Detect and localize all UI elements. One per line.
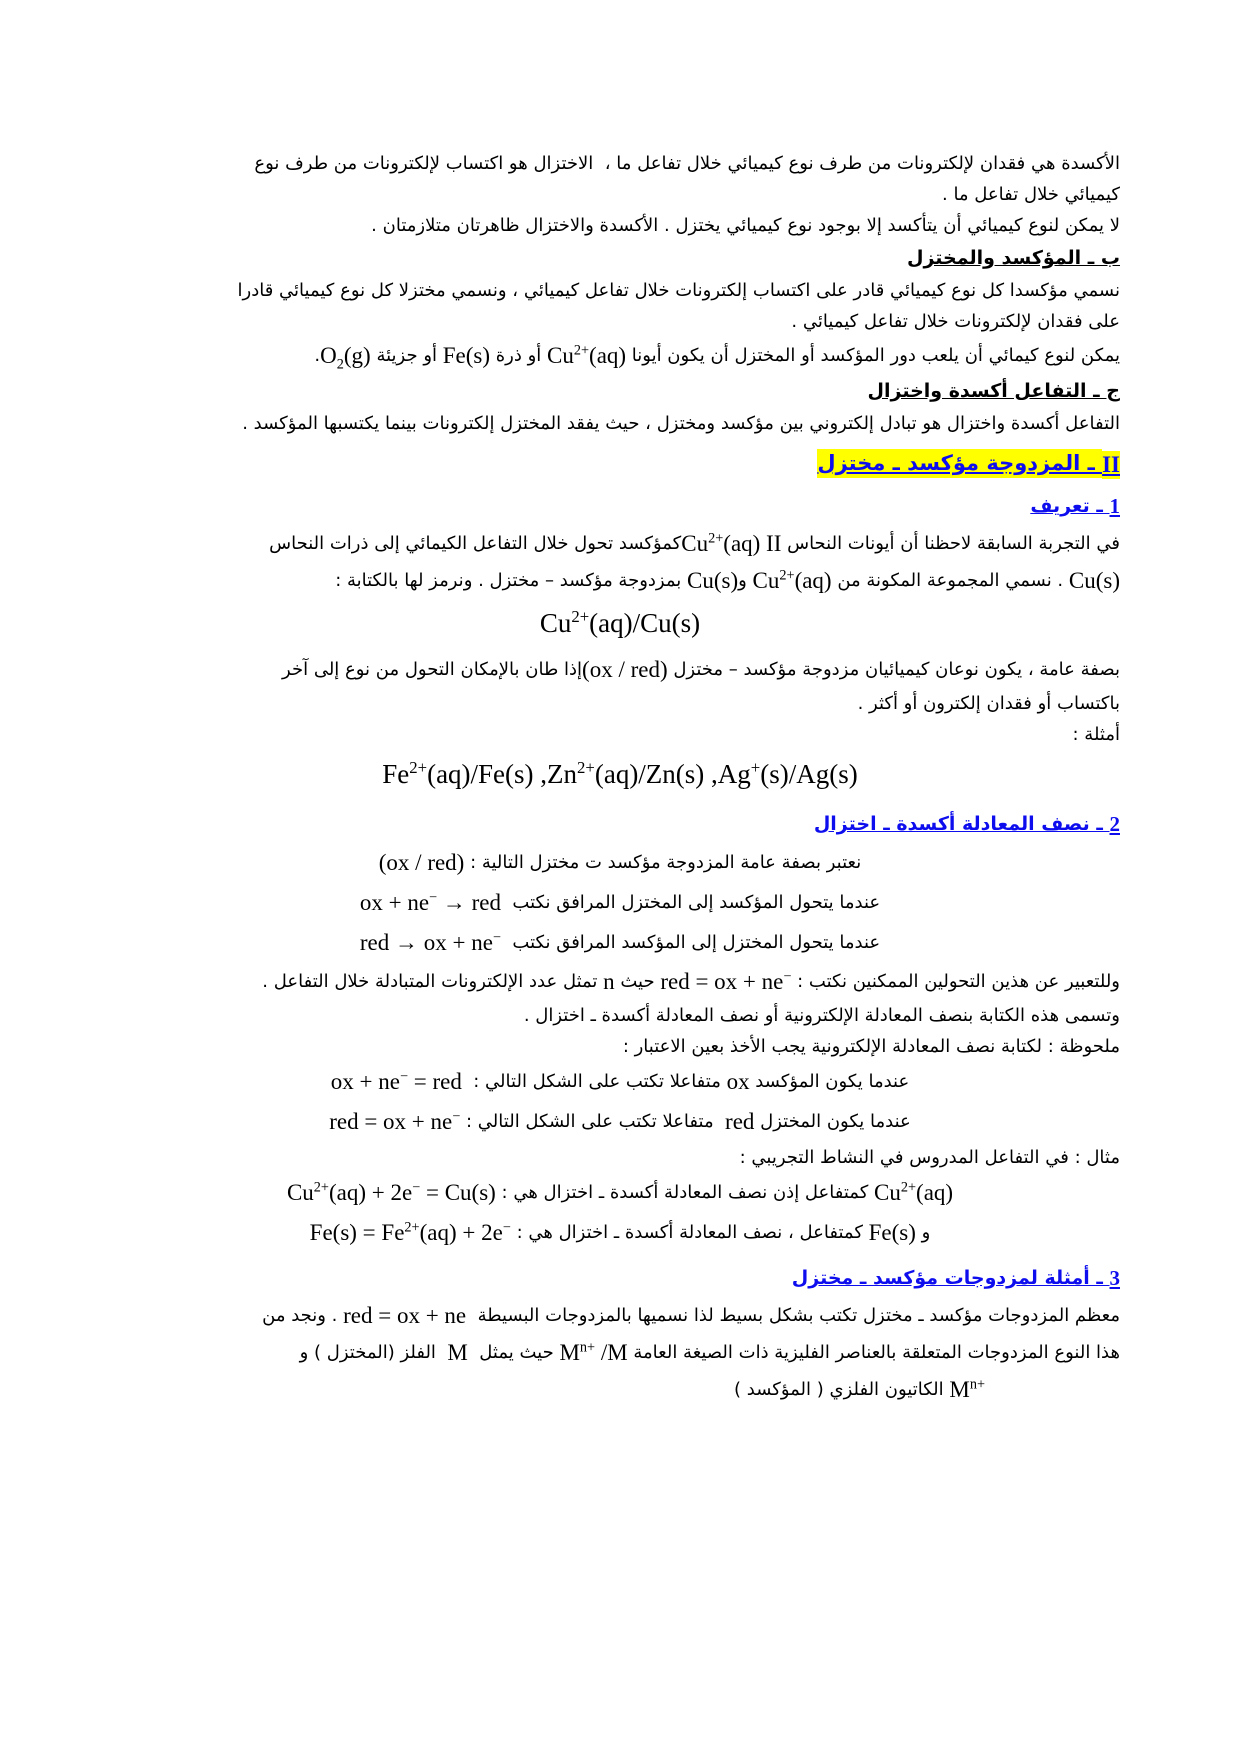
- paragraph-simple-couples-2: [120, 1334, 1120, 1371]
- arabic-text: متفاعلا تكتب على الشكل التالي :: [461, 1071, 727, 1092]
- arabic-text: و: [738, 570, 753, 591]
- chem-formula: 3: [1109, 1266, 1120, 1290]
- chem-formula: ox: [726, 1069, 750, 1094]
- chem-formula: ox + ne− = red: [330, 1068, 462, 1094]
- arabic-text: الكاتيون الفلزي ( المؤكسد ): [734, 1379, 950, 1400]
- arabic-text: مثال : في التفاعل المدروس في النشاط التجريبي :: [739, 1147, 1120, 1168]
- paragraph-cu-half-equation: [120, 1173, 1120, 1213]
- paragraph-oxidant-def-1: [120, 275, 1120, 306]
- arabic-text: وتسمى هذه الكتابة بنصف المعادلة الإلكترونية أو نصف المعادلة أكسدة ـ اختزال .: [523, 1005, 1120, 1026]
- chem-formula: $Cu^{2+}(aq)/Cu(s)$: [539, 607, 701, 638]
- chem-formula: 1: [1109, 494, 1120, 518]
- equation-cu-couple: [120, 602, 1120, 648]
- arabic-text: كيميائي خلال تفاعل ما .: [942, 184, 1120, 205]
- paragraph-example-label: [120, 1142, 1120, 1173]
- chem-formula: red → ox + ne−: [359, 929, 501, 955]
- paragraph-general-couple-1: [120, 651, 1120, 688]
- arabic-text: حيث يمثل: [467, 1342, 560, 1363]
- arabic-text: نعتبر بصفة عامة المزدوجة مؤكسد ت مختزل التالية :: [464, 852, 862, 873]
- arabic-text: أمثلة :: [1072, 724, 1120, 745]
- chem-formula: $M^{n+}$ /M: [559, 1339, 628, 1365]
- arabic-text: . نسمي المجموعة المكونة من: [831, 570, 1069, 591]
- heading-c-redox-reaction: [120, 375, 1120, 408]
- arabic-text: معظم المزدوجات مؤكسد ـ مختزل تكتب بشكل بسيط لذا نسميها بالمزدوجات البسيطة: [466, 1305, 1120, 1326]
- arabic-text: عندما يتحول المؤكسد إلى المختزل المرافق نكتب: [500, 892, 881, 913]
- chem-formula: Fe(s): [868, 1220, 916, 1245]
- paragraph-oxidation-def-2: [120, 179, 1120, 210]
- arabic-text: ملحوظة : لكتابة نصف المعادلة الإلكترونية يجب الأخذ بعين الاعتبار :: [622, 1036, 1120, 1057]
- arabic-text: بمزدوجة مؤكسد – مختزل . ونرمز لها بالكتابة :: [335, 570, 687, 591]
- arabic-text: في التجربة السابقة لاحظنا أن أيونات النحاس: [781, 533, 1120, 554]
- arabic-text: إذا طان بالإمكان التحول من نوع إلى آخر: [282, 659, 583, 680]
- chem-formula: $Cu^{2+}(aq)$: [874, 1179, 954, 1205]
- chem-formula: $Fe^{2+}(aq)/Fe(s)$ $,Zn^{2+}(aq)/Zn(s)$ ,Ag+(s)/Ag(s): [382, 758, 858, 789]
- paragraph-red-to-ox: [120, 923, 1120, 963]
- arabic-text: عندما يتحول المختزل إلى المؤكسد المرافق نكتب: [500, 932, 881, 953]
- paragraph-both-transforms: [120, 963, 1120, 1000]
- heading-1-definition: [120, 489, 1120, 523]
- paragraph-note: [120, 1031, 1120, 1062]
- chem-formula: red: [725, 1109, 755, 1134]
- arabic-text: باكتساب أو فقدان إلكترون أو أكثر .: [857, 693, 1120, 714]
- paragraph-simple-couples-3: [120, 1371, 1120, 1408]
- arabic-text: .: [314, 345, 321, 366]
- chem-formula: Cu(s): [687, 568, 739, 593]
- chem-formula: M: [447, 1340, 468, 1365]
- chem-formula: (ox / red): [582, 657, 668, 682]
- document-content: [120, 148, 1120, 1408]
- arabic-text: متفاعلا تكتب على الشكل التالي :: [460, 1111, 726, 1132]
- chem-formula: $Cu^{2+}(aq)$: [752, 567, 832, 593]
- arabic-text: ـ المزدوجة مؤكسد ـ مختزل: [817, 449, 1102, 478]
- paragraph-oxidation-def-1: [120, 148, 1120, 179]
- arabic-text: ـ تعريف: [1030, 495, 1110, 517]
- heading-3-couple-examples: [120, 1261, 1120, 1295]
- arabic-text: الفلز (المختزل ) و: [299, 1342, 448, 1363]
- paragraph-red-reactant: [120, 1102, 1120, 1142]
- chem-formula: $Cu^{2+}(aq)$: [547, 342, 627, 368]
- chem-formula: 2: [1109, 812, 1120, 836]
- paragraph-oxidation-def-3: [120, 210, 1120, 241]
- arabic-text: ـ نصف المعادلة أكسدة ـ اختزال: [813, 813, 1110, 835]
- chem-formula: n: [603, 969, 615, 994]
- chem-formula: II: [766, 531, 782, 556]
- paragraph-ox-reactant: [120, 1062, 1120, 1102]
- heading-2-half-equation: [120, 807, 1120, 841]
- heading-ii-redox-couple: [120, 445, 1120, 481]
- paragraph-ox-to-red: [120, 883, 1120, 923]
- arabic-text: . ونجد من: [262, 1305, 344, 1326]
- arabic-text: كمتفاعل ، نصف المعادلة أكسدة ـ اختزال هي :: [510, 1222, 869, 1243]
- chem-formula: Fe(s): [442, 343, 491, 368]
- chem-formula: $Cu^{2+}(aq)$: [681, 530, 761, 556]
- arabic-text: عندما يكون المختزل: [754, 1111, 911, 1132]
- paragraph-consider-couple: [120, 843, 1120, 883]
- arabic-text: و: [915, 1222, 931, 1243]
- arabic-text: ج ـ التفاعل أكسدة واختزال: [867, 380, 1120, 402]
- equation-couple-examples: [120, 753, 1120, 799]
- paragraph-general-couple-2: [120, 688, 1120, 719]
- chem-formula: (ox / red): [378, 850, 465, 875]
- chem-formula: red = ox + ne−: [329, 1108, 461, 1134]
- arabic-text: ـ أمثلة لمزدوجات مؤكسد ـ مختزل: [791, 1267, 1110, 1289]
- chem-formula: II: [1102, 452, 1120, 477]
- chem-formula: red = ox + ne: [343, 1303, 467, 1328]
- chem-formula: red = ox + ne−: [660, 968, 792, 994]
- chem-formula: ox + ne− → red: [359, 889, 501, 915]
- paragraph-fe-half-equation: [120, 1213, 1120, 1253]
- arabic-text: أو جزيئة: [370, 345, 443, 366]
- arabic-text: التفاعل أكسدة واختزال هو تبادل إلكتروني بين مؤكسد ومختزل ، حيث يفقد المختزل إلكترونات بينما يكتسبها المؤكسد .: [242, 413, 1120, 434]
- paragraph-experiment-1: [120, 525, 1120, 562]
- arabic-text: ب ـ المؤكسد والمختزل: [906, 247, 1120, 269]
- arabic-text: تمثل عدد الإلكترونات المتبادلة خلال التفاعل .: [262, 971, 604, 992]
- arabic-text: كمؤكسد تحول خلال التفاعل الكيمائي إلى ذرات النحاس: [269, 533, 682, 554]
- arabic-text: كمتفاعل إذن نصف المعادلة أكسدة ـ اختزال هي :: [495, 1182, 875, 1203]
- chem-formula: Cu(s): [1068, 568, 1120, 593]
- arabic-text: الأكسدة هي فقدان لإلكترونات من طرف نوع كيميائي خلال تفاعل ما ، الاختزال هو اكتساب لإلكترونات من طرف نوع: [254, 153, 1120, 174]
- arabic-text: وللتعبير عن هذين التحولين الممكنين نكتب :: [791, 971, 1120, 992]
- paragraph-naming-half-equation: [120, 1000, 1120, 1031]
- arabic-text: حيث: [614, 971, 661, 992]
- paragraph-examples-label: [120, 719, 1120, 750]
- paragraph-species-roles: [120, 337, 1120, 374]
- chem-formula: $Fe(s) = Fe^{2+}(aq) + 2e^-$: [309, 1219, 511, 1245]
- paragraph-redox-def: [120, 408, 1120, 439]
- arabic-text: بصفة عامة ، يكون نوعان كيميائيان مزدوجة مؤكسد – مختزل: [667, 659, 1120, 680]
- chem-formula: $O_2(g)$: [320, 343, 371, 373]
- chem-formula: $M^{n+}$: [949, 1376, 985, 1402]
- arabic-text: عندما يكون المؤكسد: [749, 1071, 910, 1092]
- arabic-text: هذا النوع المزدوجات المتعلقة بالعناصر الفليزية ذات الصيغة العامة: [627, 1342, 1120, 1363]
- arabic-text: أو ذرة: [490, 345, 548, 366]
- arabic-text: يمكن لنوع كيمائي أن يلعب دور المؤكسد أو المختزل أن يكون أيونا: [626, 345, 1120, 366]
- arabic-text: لا يمكن لنوع كيميائي أن يتأكسد إلا بوجود نوع كيميائي يختزل . الأكسدة والاختزال ظاهرتان متلازمتان .: [371, 215, 1120, 236]
- chem-formula: $Cu^{2+}(aq) + 2e^- = Cu(s)$: [286, 1179, 496, 1205]
- arabic-text: نسمي مؤكسدا كل نوع كيميائي قادر على اكتساب إلكترونات خلال تفاعل كيميائي ، ونسمي مختزلا كل نوع كيميائي قادرا: [237, 280, 1120, 301]
- paragraph-oxidant-def-2: [120, 306, 1120, 337]
- paragraph-experiment-2: [120, 562, 1120, 599]
- paragraph-simple-couples-1: [120, 1297, 1120, 1334]
- arabic-text: على فقدان لإلكترونات خلال تفاعل كيميائي .: [791, 311, 1120, 332]
- heading-b-oxidant-reductant: [120, 242, 1120, 275]
